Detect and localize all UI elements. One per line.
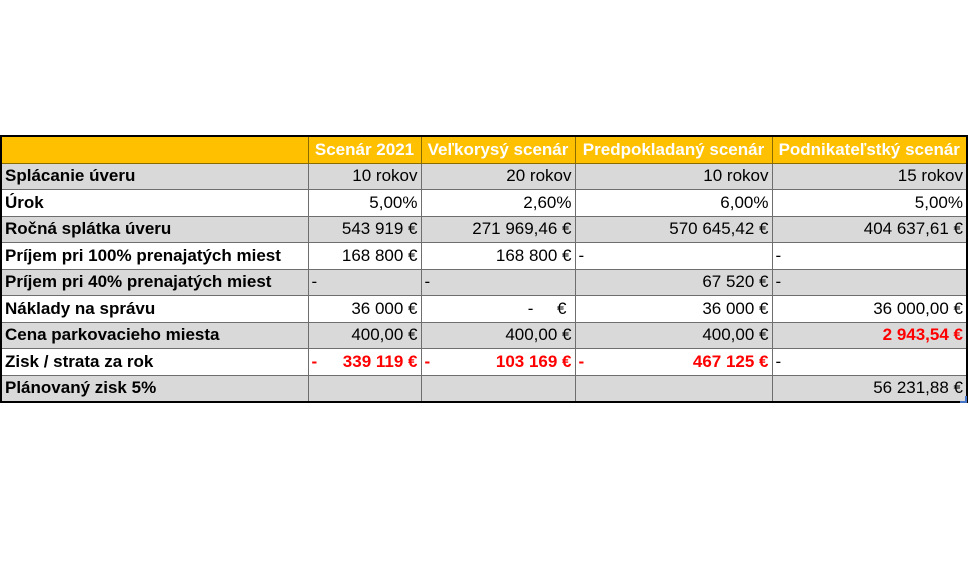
cell[interactable]: [575, 375, 772, 402]
cell[interactable]: -: [421, 269, 575, 296]
cell[interactable]: - €: [421, 296, 575, 323]
cell[interactable]: [421, 349, 575, 376]
cell[interactable]: [308, 375, 421, 402]
cell[interactable]: 15 rokov: [772, 163, 967, 190]
cell[interactable]: -: [772, 243, 967, 270]
cell[interactable]: 5,00%: [772, 190, 967, 217]
header-row: [1, 136, 967, 163]
row-label-income-40[interactable]: Príjem pri 40% prenajatých miest: [1, 269, 308, 296]
cell[interactable]: [308, 349, 421, 376]
cell[interactable]: 36 000,00 €: [772, 296, 967, 323]
row-label-profit-loss[interactable]: Zisk / strata za rok: [1, 349, 308, 376]
cell[interactable]: [575, 349, 772, 376]
cell-value: 467 125 €: [692, 351, 769, 371]
cell[interactable]: 2 943,54 €: [772, 322, 967, 349]
header-scenario-generous[interactable]: Veľkorysý scenár: [421, 136, 575, 163]
negative-sign: -: [578, 351, 585, 371]
row-label-income-100[interactable]: Príjem pri 100% prenajatých miest: [1, 243, 308, 270]
cell[interactable]: 570 645,42 €: [575, 216, 772, 243]
cell[interactable]: 400,00 €: [575, 322, 772, 349]
cell[interactable]: -: [772, 349, 967, 376]
cell[interactable]: 10 rokov: [575, 163, 772, 190]
table-row: [1, 375, 967, 402]
cell[interactable]: 543 919 €: [308, 216, 421, 243]
cell[interactable]: 400,00 €: [308, 322, 421, 349]
fill-handle-icon[interactable]: [960, 396, 967, 403]
cell[interactable]: -: [575, 243, 772, 270]
table-row: [1, 269, 967, 296]
table-row: [1, 322, 967, 349]
row-label-loan-repayment[interactable]: Splácanie úveru: [1, 163, 308, 190]
cell[interactable]: 2,60%: [421, 190, 575, 217]
cell[interactable]: 36 000 €: [575, 296, 772, 323]
table-row: [1, 190, 967, 217]
scenario-table: [0, 135, 968, 403]
cell[interactable]: 6,00%: [575, 190, 772, 217]
cell[interactable]: 168 800 €: [308, 243, 421, 270]
table-row: [1, 243, 967, 270]
header-scenario-business[interactable]: Podnikateľstký scenár: [772, 136, 967, 163]
cell[interactable]: 36 000 €: [308, 296, 421, 323]
negative-sign: -: [311, 351, 318, 371]
negative-sign: -: [424, 351, 431, 371]
cell[interactable]: 20 rokov: [421, 163, 575, 190]
cell[interactable]: 56 231,88 €: [772, 375, 967, 402]
table-row: [1, 216, 967, 243]
cell-value: 339 119 €: [342, 351, 418, 371]
row-label-planned-profit[interactable]: Plánovaný zisk 5%: [1, 375, 308, 402]
cell[interactable]: 10 rokov: [308, 163, 421, 190]
header-scenario-expected[interactable]: Predpokladaný scenár: [575, 136, 772, 163]
cell[interactable]: -: [772, 269, 967, 296]
cell[interactable]: [421, 375, 575, 402]
table-row: [1, 296, 967, 323]
cell[interactable]: 404 637,61 €: [772, 216, 967, 243]
cell[interactable]: -: [308, 269, 421, 296]
row-label-parking-price[interactable]: Cena parkovacieho miesta: [1, 322, 308, 349]
cell[interactable]: 400,00 €: [421, 322, 575, 349]
row-label-admin-costs[interactable]: Náklady na správu: [1, 296, 308, 323]
cell[interactable]: 168 800 €: [421, 243, 575, 270]
table-row: [1, 163, 967, 190]
header-scenario-2021[interactable]: Scenár 2021: [308, 136, 421, 163]
cell-value: 103 169 €: [495, 351, 572, 371]
cell[interactable]: 271 969,46 €: [421, 216, 575, 243]
row-label-annual-installment[interactable]: Ročná splátka úveru: [1, 216, 308, 243]
cell[interactable]: 67 520 €: [575, 269, 772, 296]
header-corner-cell[interactable]: [1, 136, 308, 163]
row-label-interest[interactable]: Úrok: [1, 190, 308, 217]
cell[interactable]: 5,00%: [308, 190, 421, 217]
table-row: [1, 349, 967, 376]
